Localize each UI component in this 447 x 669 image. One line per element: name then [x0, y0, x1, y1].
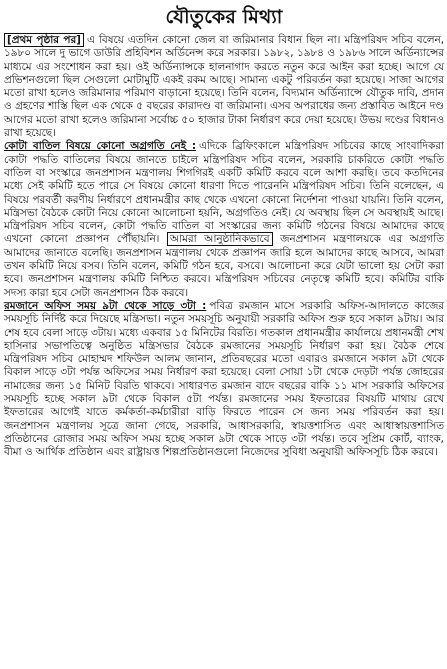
intro-text: এ বিষয়ে এতদিন কোনো জেল বা জরিমানার বিধান ছিল না। মন্ত্রিপরিষদ সচিব বলেন, ১৯৮০ সালে দু ভাগে ডাউরি প্রহিবিশন অর্ডিনেন্স করে সরকার। ১৯৮২, ১৯৮৪ ও ১৯৮৬ সালে অর্ডিন্যান্সের মাধ্যমে এর সংশোধন করা হয়। ওই অর্ডিন্যান্সকে হালনাগাদ করতে নতুন করে আইন করা হচ্ছে। আগে যে প্রভিশনগুলো ছিল সেগুলো মোটামুটি একই রকম আছে। সামান্য একটু পরিবর্তন করা হয়েছে। সাজা আগের মতো রাখা হলেও জরিমানার পরিমাণ বাড়ানো হয়েছে। তিনি বলেন, বিদ্যমান অর্ডিন্যান্সে যৌতুক দাবি, প্রদান ও গ্রহণের শাস্তি ছিল এক থেকে ৫ বছরের কারাদণ্ড বা জরিমানা। এসব অপরাধের জন্য প্রস্তাবিত আইনে দণ্ড আগের মতো রাখা হলেও জরিমানা সর্বোচ্চ ৫০ হাজার টাকা নির্ধারণ করে দেয়া হয়েছে। উভয় দণ্ডের বিধানও রাখা হয়েছে।: [4, 34, 444, 140]
quota-text-part2: জনপ্রশাসন মন্ত্রণালয়কে এর অগ্রগতি আমাদের জানাতে বলেছি। জনপ্রশাসন মন্ত্রণালয় থেকে প্রজ্ঞাপন জারি হলে আমাদের কাছে আসবে, আমরা তখন কমিটি নিয়ে বসব। তিনি বলেন, কমিটি গঠন হবে, বসবে। আলোচনা করে যেটা ভালো হয় সেটা করা হবে। জনপ্রশাসন মন্ত্রণালয় কমিটি নিশ্চিত করবে। মন্ত্রিপরিষদ সচিবের নেতৃত্বে কমিটি হবে। কমিটির বাকি সদস্য কারা হবে সেটা জনপ্রশাসন ঠিক করবে।: [4, 233, 445, 299]
quota-text-part1: এদিকে ব্রিফিংকালে মন্ত্রিপরিষদ সচিবের কাছে সাংবাদিকরা কোটা পদ্ধতি বাতিলের বিষয়ে জানতে চাইলে মন্ত্রিপরিষদ সচিব বলেন, সরকারি চাকরিতে কোটা পদ্ধতি বাতিল বা সংস্কারে জনপ্রশাসন মন্ত্রণালয় শিগগিরই একটি কমিটি করবে বলে আশা করছি। তবে কতদিনের মধ্যে সেই কমিটি হতে পারে সে বিষয়ে কোনো ধারণা দিতে পারেননি মন্ত্রিপরিষদ সচিব। তিনি বলেছেন, এ বিষয়ে পরবর্তী করণীয় নির্ধারণে প্রধানমন্ত্রীর কাছ থেকে এখনো কোনো নির্দেশনা পাওয়া যায়নি। তিনি বলেন, মন্ত্রিসভা বৈঠকে কোটা নিয়ে কোনো আলোচনা হয়নি, অগ্রগতিও নেই। যে অবস্থায় ছিল সে অবস্থায়ই আছে। মন্ত্রিপরিষদ সচিব বলেন, কোটা পদ্ধতি বাতিল বা সংস্কারের জন্য কমিটি গঠনের বিষয়ে আমাদের কাছে এখনো কোনো প্রজ্ঞাপন পৌঁছায়নি।: [4, 140, 444, 246]
continued-from-label: [প্রথম পৃষ্ঠার পর]: [4, 33, 84, 47]
article-body: [4, 34, 444, 460]
quota-paragraph: [4, 140, 444, 300]
quota-subheading: কোটা বাতিল বিষয়ে কোনো অগ্রগতি নেই :: [4, 140, 197, 153]
headline-area: [4, 0, 444, 34]
ramadan-paragraph: [4, 300, 444, 460]
ramadan-text: পবিত্র রমজান মাসে সরকারি অফিস-আদালতে কাজের সময়সূচি নির্দিষ্ট করে দিয়েছে মন্ত্রিসভা। নতুন সময়সূচি অনুযায়ী সরকারি অফিস শুরু হবে সকাল ৯টায়। আর শেষ হবে বেলা সাড়ে ৩টায়। মধ্যে একবার ১৫ মিনিটের বিরতি। গতকাল প্রধানমন্ত্রীর কার্যালয়ে প্রধানমন্ত্রী শেখ হাসিনার সভাপতিত্বে অনুষ্ঠিত মন্ত্রিসভার বৈঠকে রমজানের সময়সূচি নির্ধারণ করা হয়। বৈঠক শেষে মন্ত্রিপরিষদ সচিব মোহাম্মদ শফিউল আলম জানান, প্রতিবছরের মতো এবারও রমজানে সকাল ৯টা থেকে বিকাল সাড়ে ৩টা পর্যন্ত অফিসের সময় নির্ধারণ করা হয়েছে। বেলা সোয়া ১টা থেকে দেড়টা পর্যন্ত জোহরের নামাজের জন্য ১৫ মিনিট বিরতি থাকবে। সাধারণত রমজান বাদে বছরের বাকি ১১ মাস সরকারি অফিসের সময়সূচি হচ্ছে সকাল ৯টা থেকে বিকাল ৫টা পর্যন্ত। রমজানের সময় ইফতারের বিষয়টি মাথায় রেখে ইফতারের আগেই যাতে কর্মকর্তা-কর্মচারীরা বাড়ি ফিরতে পারেন সে জন্য সময় পরিবর্তন করা হয়। জনপ্রশাসন মন্ত্রণালয় সূত্রে জানা গেছে, সরকারি, আধাসরকারি, স্বায়ত্তশাসিত এবং আধাস্বায়ত্তশাসিত প্রতিষ্ঠানের রোজার সময় অফিস সময় হচ্ছে সকাল ৯টা থেকে সাড়ে ৩টা পর্যন্ত। তবে সুপ্রিম কোর্ট, ব্যাংক, বীমা ও আর্থিক প্রতিষ্ঠান এবং রাষ্ট্রায়ত্ত শিল্পপ্রতিষ্ঠানগুলো নিজেদের সুবিধা অনুযায়ী অফিসসূচি ঠিক করবে।: [4, 299, 444, 459]
intro-paragraph: [4, 34, 444, 140]
article-title: যৌতুকের মিথ্যা: [165, 5, 283, 28]
quota-boxed-phrase: আমরা আনুষ্ঠানিকভাবে: [167, 232, 273, 246]
ramadan-subheading: রমজানে অফিস সময় ৯টা থেকে সাড়ে ৩টা :: [4, 299, 207, 312]
